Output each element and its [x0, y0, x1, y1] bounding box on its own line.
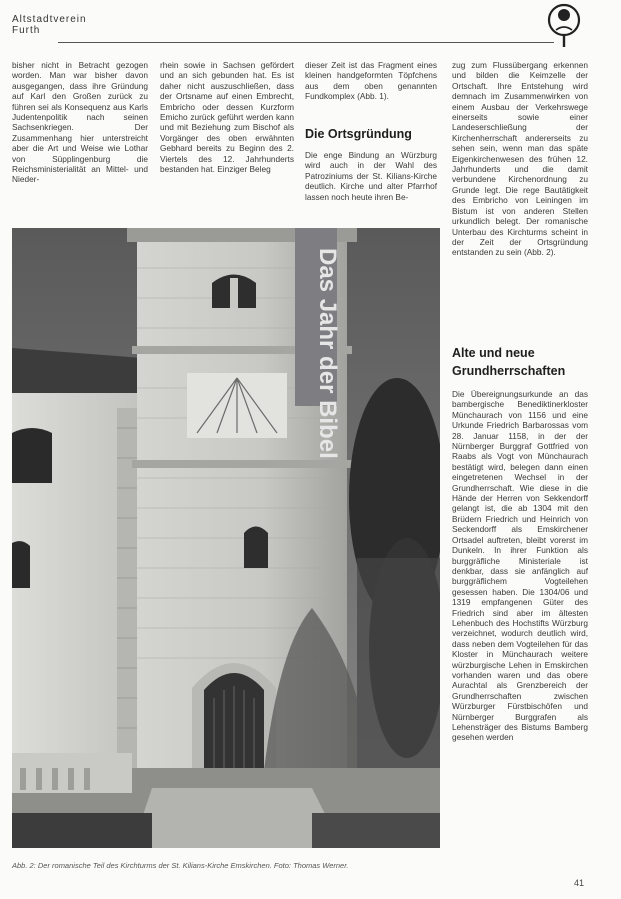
brand-line-1: Altstadtverein: [12, 14, 87, 25]
banner-text: Das Jahr der Bibel: [314, 248, 341, 459]
text-column-3-bottom: Die enge Bindung an Würzburg wird auch in der Wahl des Patroziniums der St. Kilians-Kirche deutlich. Kirche und alter Pfarrhof lassen noch heute ihren Be-: [305, 150, 437, 202]
text-column-2: rhein sowie in Sachsen gefördert und an sich gebunden hat. Es ist daher nicht auszuschließen, dass der Ortsname auf einen Embrecht, Embricho oder dessen Kurzform Emicho zurück geführt werden kann und mit Beziehung zum Bischof als Vorgänger des oben erwähnten Gebhard bereits zu Beginn des 2. Viertels des 12. Jahrhunderts bestanden hat. Einziger Beleg: [160, 60, 294, 175]
page-number: 41: [574, 878, 585, 888]
text-column-4-top: zug zum Flussübergang erkennen und bilden die Keimzelle der Ortschaft. Ihre Entstehung wird demnach im Zusammenwirken von einem Ausbau der Verkehrswege einerseits sowie einer Landeserschließung der Kirchenherrschaft andererseits zu sehen sein, wenn man das späte Eigenkirchenwesen des frühen 12. Jahrhunderts und die damit verbundene Kirchenordnung zu Grunde legt. Die rege Bautätigkeit des Embricho von Leiningen im Bistum ist von anderen Stellen urkundlich belegt. Der romanische Unterbau des Kirchturms scheint in der Zeit der Ortsgründung entstanden zu sein (Abb. 2).: [452, 60, 588, 258]
society-logo-icon: [544, 2, 584, 48]
text-column-4-bottom: Die Übereignungsurkunde an das bambergische Benediktinerkloster Münchaurach von 1156 und eine Urkunde Friedrich Barbarossas vom 28. Januar 1158, in der der Nürnberger Burggraf Gottfried von Raabs als Vogt von Münchaurach bestätigt wird, belegen dann einen eingetretenen Wechsel in der Grundherrschaft. Wie diese in die Hände der Herren von Sekkendorff gelangt ist, die ab 1304 mit den Brüdern Friedrich und Heinrich von Seckendorff als Emskirchener Ortsadel auftreten, bleibt vorerst im Dunkeln. In ihrer Funktion als burggräfliche Ministeriale ist denkbar, dass sie anfänglich auf burggräflichem Vogteilehen gesessen haben. Die 1304/06 und 1319 empfangenen Güter des Friedrich sind aber im ältesten Lehenbuch des Hochstifts Würzburg verzeichnet, wodurch deutlich wird, dass neben dem Vogteilehen für das Kloster in Münchaurach weitere würzburgische Lehen in Emskirchen vorhanden waren und das obere Aurachtal als Grenzbereich der Grundherrschaften zwischen Würzburger Fürstbischöfen und Nürnberger Burggrafen als Lehensträger des Bistums Bamberg gesehen werden: [452, 389, 588, 743]
section-heading-grundherrschaften: Alte und neue Grundherrschaften: [452, 346, 566, 378]
figure-caption: Abb. 2: Der romanische Teil des Kirchturms der St. Kilians-Kirche Emskirchen. Foto: Thomas Werner.: [12, 861, 349, 870]
text-column-3-top: dieser Zeit ist das Fragment eines kleinen handgeformten Töpfchens aus dem oben genannten Fundkomplex (Abb. 1).: [305, 60, 437, 102]
text-column-1: bisher nicht in Betracht gezogen worden. Man war bisher davon ausgegangen, dass ihre Gründung auf Karl den Großen zurück zu führen sei als Konsequenz aus Karls Judentenpolitik nach seinen Sachsenkriegen. Der Zusammenhang hier unterstreicht aber die Art und Weise wie Lothar von Süpplingenburg die Reichsministerialität an Mittel- und Nieder-: [12, 60, 148, 185]
church-tower-photo: [12, 228, 440, 848]
header-rule: [58, 42, 554, 43]
brand-line-2: Furth: [12, 25, 41, 36]
section-heading-ortsgruendung: Die Ortsgründung: [305, 127, 412, 141]
publisher-brand: [12, 14, 87, 36]
